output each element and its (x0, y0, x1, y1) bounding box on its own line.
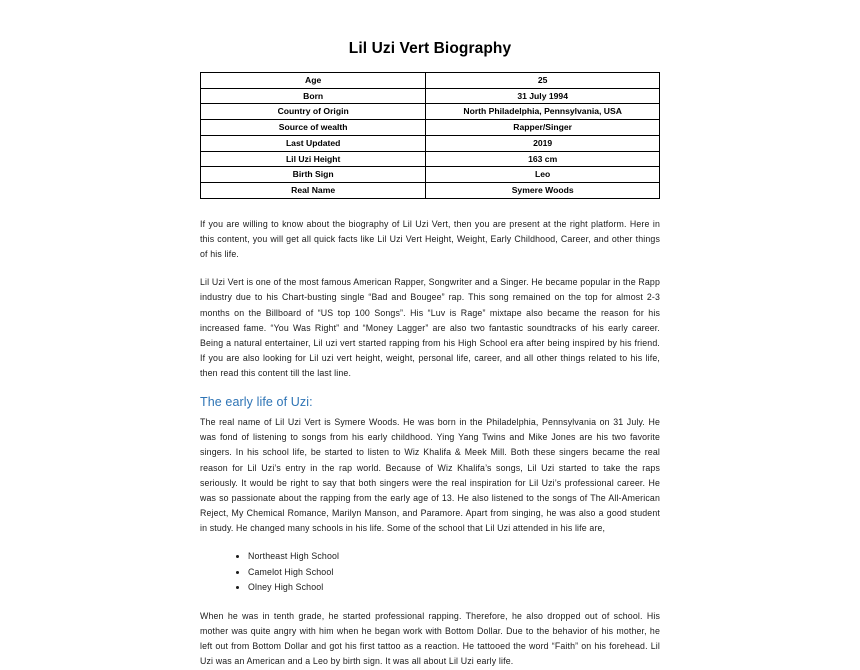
table-row (201, 88, 660, 104)
list-item: • Olney High School (248, 580, 660, 596)
fact-value: North Philadelphia, Pennsylvania, USA (426, 104, 660, 120)
fact-value: Rapper/Singer (426, 120, 660, 136)
fact-value: 31 July 1994 (426, 88, 660, 104)
quick-facts-table (200, 72, 660, 199)
list-item: • Northeast High School (248, 549, 660, 565)
fact-label: Birth Sign (201, 167, 426, 183)
closing-paragraph: When he was in tenth grade, he started professional rapping. Therefore, he also dropped out of school. His mother was quite angry with him when he began work with Bottom Dollar. Due to the behavior of his mother, he left out from Bottom Dollar and got his first tattoo as a reaction. He tattooed the word “Faith” on his forehead. Lil Uzi was an American and a Leo by birth sign. It was all about Lil Uzi early life. (200, 611, 660, 667)
table-row (201, 73, 660, 89)
section-heading-early-life: The early life of Uzi: (200, 395, 313, 410)
table-row (201, 183, 660, 199)
fact-label: Country of Origin (201, 104, 426, 120)
fact-value: 25 (426, 73, 660, 89)
early-life-paragraph: The real name of Lil Uzi Vert is Symere Woods. He was born in the Philadelphia, Pennsylvania on 31 July. He was fond of listening to songs from his early childhood. Ying Yang Twins and Mike Jones are his two favorite singers. In his school life, be started to listen to Wiz Khalifa & Meek Mill. Both these singers became the real reason for Lil Uzi’s entry in the rap world. Because of Wiz Khalifa’s songs, Lil Uzi started to take the raps seriously. It would be right to say that both singers were the real inspiration for Lil Uzi’s professional career. He was so passionate about the rapping from the early age of 13. He also listened to the songs of The All-American Reject, My Chemical Romance, Marilyn Manson, and Paramore. Apart from singing, he was also a good student in study. He changed many schools in his life. Some of the school that Lil Uzi attended in his life are, (200, 417, 660, 533)
table-row (201, 151, 660, 167)
table-row (201, 167, 660, 183)
fact-label: Age (201, 73, 426, 89)
fact-label: Source of wealth (201, 120, 426, 136)
table-row (201, 104, 660, 120)
fact-value: Leo (426, 167, 660, 183)
fact-value: 163 cm (426, 151, 660, 167)
list-item: • Camelot High School (248, 565, 660, 581)
fact-label: Real Name (201, 183, 426, 199)
intro-paragraph: If you are willing to know about the biography of Lil Uzi Vert, then you are present at the right platform. Here in this content, you will get all quick facts like Lil Uzi Vert Height, Weight, Early Childhood, Career, and other things of his life. (200, 218, 660, 260)
fact-value: Symere Woods (426, 183, 660, 199)
career-paragraph: Lil Uzi Vert is one of the most famous American Rapper, Songwriter and a Singer. He became popular in the Rapp industry due to his Chart-busting single “Bad and Bougee” rap. This song remained on the top for almost 2-3 months on the Billboard of “US top 100 Songs”. His “Luv is Rage” mixtape also became the reason for his increased fame. “You Was Right” and “Money Lagger” are also two fantastic soundtracks of his early career. Being a natural entertainer, Lil uzi vert started rapping from his High School era after being inspired by his friend. If you are also looking for Lil uzi vert height, weight, personal life, career, and all other things related to his life, then read this content till the last line. (200, 277, 660, 378)
page-title: Lil Uzi Vert Biography (348, 40, 512, 57)
table-row (201, 135, 660, 151)
table-body (201, 73, 660, 199)
fact-value: 2019 (426, 135, 660, 151)
table-row (201, 120, 660, 136)
fact-label: Born (201, 88, 426, 104)
fact-label: Lil Uzi Height (201, 151, 426, 167)
schools-list (200, 549, 660, 596)
fact-label: Last Updated (201, 135, 426, 151)
